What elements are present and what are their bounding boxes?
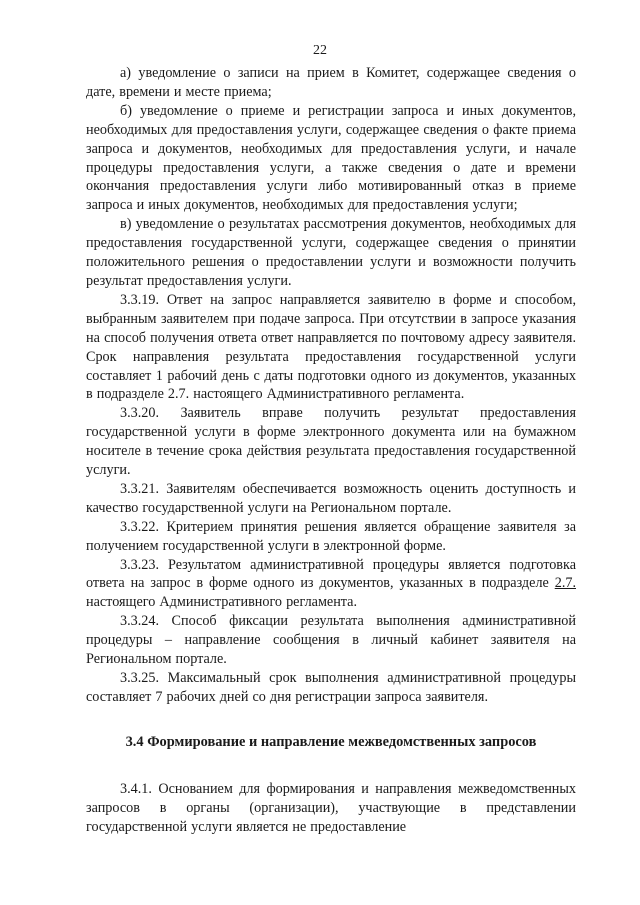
paragraph-3-3-21: 3.3.21. Заявителям обеспечивается возможность оценить доступность и качество государственной услуги на Региональном портале. — [86, 480, 576, 516]
document-body — [86, 64, 576, 836]
paragraph-notice-b: б) уведомление о приеме и регистрации запроса и иных документов, необходимых для предоставления услуги, содержащее сведения о факте приема запроса и документов, необходимых для предоставления услуги, и начале процедуры предоставления услуги, а также сведения о дате и времени окончания предоставления услуги либо мотивированный отказ в приеме запроса и иных документов, необходимых для предоставления услуги; — [86, 102, 576, 214]
paragraph-3-3-19: 3.3.19. Ответ на запрос направляется заявителю в форме и способом, выбранным заявителем при подаче запроса. При отсутствии в запросе указания на способ получения ответа ответ направляется по почтовому адресу заявителя. Срок направления результата предоставления государственной услуги составляет 1 рабочий день с даты подготовки одного из документов, указанных в подразделе 2.7. настоящего Административного регламента. — [86, 291, 576, 403]
paragraph-3-3-24: 3.3.24. Способ фиксации результата выполнения административной процедуры – направление сообщения в личный кабинет заявителя на Региональном портале. — [86, 613, 576, 668]
paragraph-notice-c: в) уведомление о результатах рассмотрения документов, необходимых для предоставления государственной услуги, содержащее сведения о принятии положительного решения о предоставлении услуги и возможности получить результат предоставления услуги. — [86, 216, 576, 289]
paragraph-3-3-23-text: 3.3.23. Результатом административной процедуры является подготовка ответа на запрос в форме одного из документов, указанных в подразделе — [86, 556, 576, 592]
subsection-reference-link[interactable]: 2.7. — [554, 575, 576, 592]
page-number: 22 — [313, 43, 327, 58]
paragraph-3-3-22: 3.3.22. Критерием принятия решения является обращение заявителя за получением государственной услуги в электронной форме. — [86, 518, 576, 554]
section-heading: 3.4 Формирование и направление межведомственных запросов — [125, 733, 537, 750]
paragraph-3-3-25: 3.3.25. Максимальный срок выполнения административной процедуры составляет 7 рабочих дней со дня регистрации запроса заявителя. — [86, 670, 576, 705]
paragraph-notice-a: а) уведомление о записи на прием в Комитет, содержащее сведения о дате, времени и месте приема; — [86, 65, 576, 100]
paragraph-3-3-23-tail: настоящего Административного регламента. — [86, 594, 358, 611]
paragraph-3-3-20: 3.3.20. Заявитель вправе получить результат предоставления государственной услуги в форме электронного документа или на бумажном носителе в течение срока действия результата предоставления государственной услуги. — [86, 405, 576, 479]
paragraph-3-3-23 — [86, 556, 576, 613]
paragraph-3-4-1: 3.4.1. Основанием для формирования и направления межведомственных запросов в органы (организации), участвующие в представлении государственной услуги является не предоставление — [86, 780, 576, 835]
bottom-block — [86, 780, 576, 837]
